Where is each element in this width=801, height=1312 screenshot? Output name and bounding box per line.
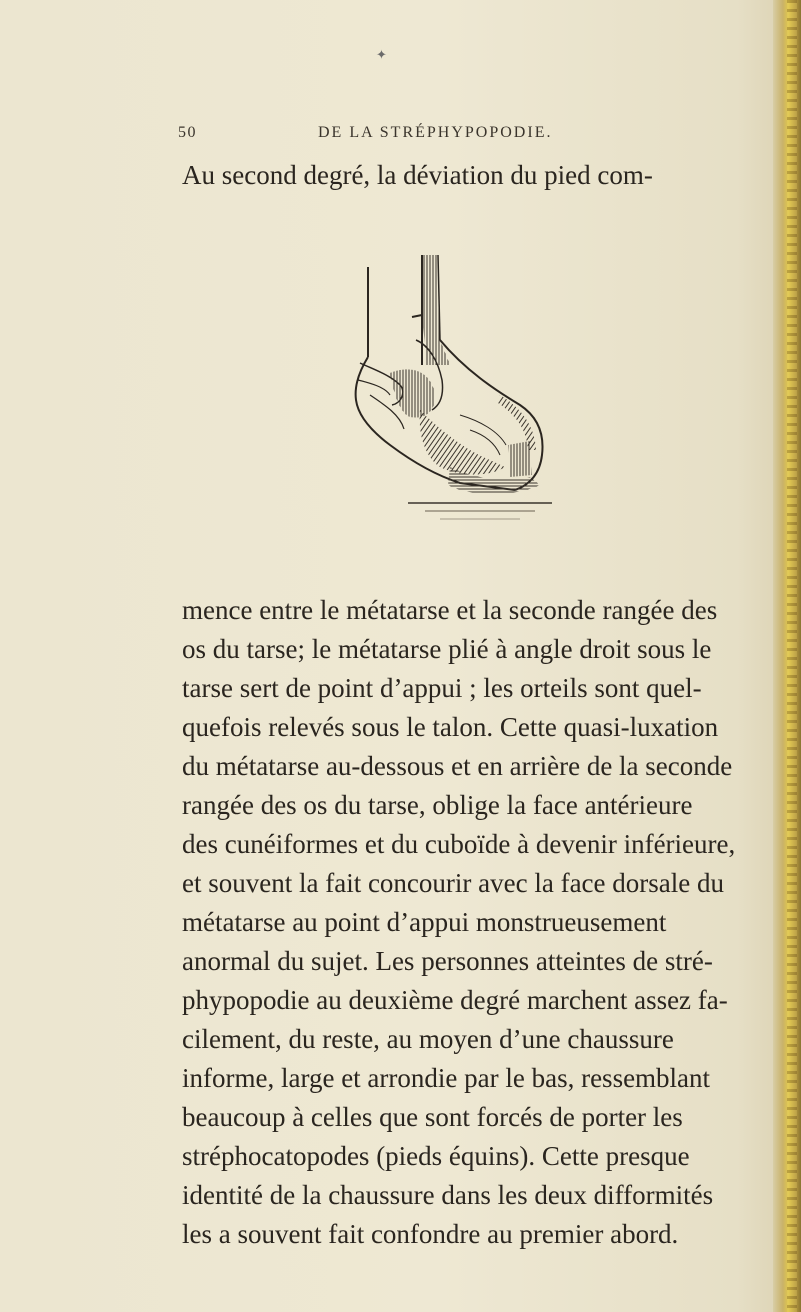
text-line-9: métatarse au point d’appui monstrueusement — [182, 907, 667, 937]
text-line-1: mence entre le métatarse et la seconde rangée des — [182, 595, 718, 625]
text-line-8: et souvent la fait concourir avec la face dorsale du — [182, 868, 724, 898]
text-line-3: tarse sert de point d’appui ; les orteils sont quel- — [182, 673, 702, 703]
text-line-14: beaucoup à celles que sont forcés de porter les — [182, 1102, 683, 1132]
text-line-6: rangée des os du tarse, oblige la face antérieure — [182, 790, 693, 820]
text-line-17: les a souvent fait confondre au premier abord. — [182, 1219, 679, 1249]
text-line-4: quefois relevés sous le talon. Cette quasi-luxation — [182, 712, 719, 742]
text-line-10: anormal du sujet. Les personnes atteintes de stré- — [182, 946, 713, 976]
foot-figure — [330, 245, 580, 535]
text-line-12: cilement, du reste, au moyen d’une chaussure — [182, 1024, 674, 1054]
text-line-top: Au second degré, la déviation du pied com- — [182, 160, 653, 190]
ink-mark-icon: ✦ — [376, 47, 387, 62]
running-header — [178, 124, 638, 146]
text-line-5: du métatarse au-dessous et en arrière de la seconde — [182, 751, 733, 781]
text-line-2: os du tarse; le métatarse plié à angle droit sous le — [182, 634, 712, 664]
text-line-7: des cunéiformes et du cuboïde à devenir inférieure, — [182, 829, 736, 859]
text-line-13: informe, large et arrondie par le bas, ressemblant — [182, 1063, 711, 1093]
page-number: 50 — [178, 124, 197, 141]
foot-deformity-icon — [330, 245, 580, 535]
text-line-11: phypopodie au deuxième degré marchent assez fa- — [182, 985, 728, 1015]
running-title: DE LA STRÉPHYPOPODIE. — [318, 124, 553, 141]
text-line-15: stréphocatopodes (pieds équins). Cette presque — [182, 1141, 690, 1171]
text-line-16: identité de la chaussure dans les deux difformités — [182, 1180, 714, 1210]
page-edge-shadow — [787, 0, 797, 1312]
